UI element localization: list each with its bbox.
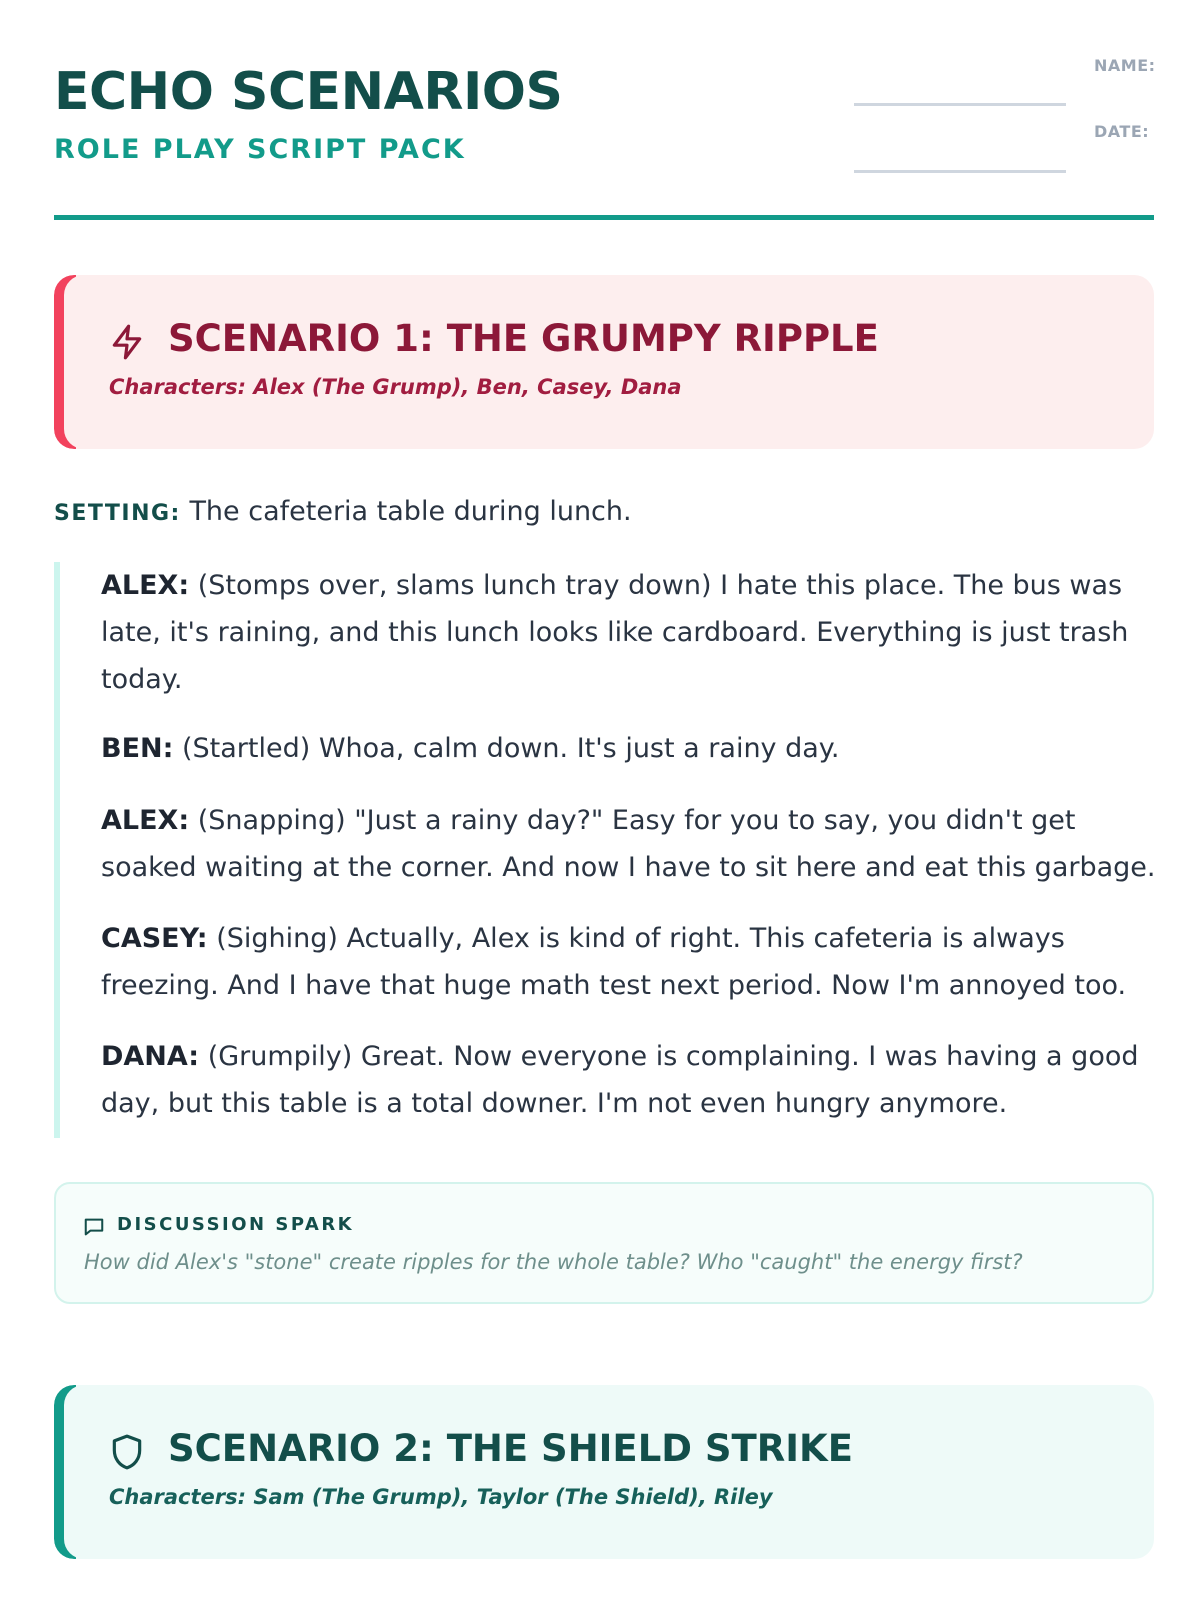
header-divider (54, 215, 1154, 220)
scenario-2-title: SCENARIO 2: THE SHIELD STRIKE (168, 1427, 853, 1470)
dialogue-line (101, 1033, 1159, 1127)
scenario-2-accent-mask (64, 1385, 84, 1559)
date-field-line[interactable] (854, 170, 1066, 173)
name-label: NAME: (1094, 56, 1156, 75)
line-text: (Startled) Whoa, calm down. It's just a rainy day. (173, 733, 840, 764)
worksheet-header (54, 56, 1156, 222)
line-text: (Grumpily) Great. Now everyone is complaining. I was having a good day, but this table is a total downer. I'm not even hungry anymore. (101, 1041, 1139, 1119)
discussion-spark-label: DISCUSSION SPARK (117, 1214, 355, 1235)
speech-bubble-icon (83, 1216, 105, 1238)
scenario-1-title: SCENARIO 1: THE GRUMPY RIPPLE (168, 317, 879, 360)
line-text: (Sighing) Actually, Alex is kind of right. This cafeteria is always freezing. And I have that huge math test next period. Now I'm annoyed too. (101, 923, 1127, 1001)
setting-label: SETTING: (54, 501, 181, 526)
speaker-name: CASEY: (101, 923, 208, 954)
dialogue-line (101, 725, 1159, 772)
dialogue-accent-bar (54, 562, 60, 1138)
speaker-name: ALEX: (101, 570, 190, 601)
name-field-line[interactable] (854, 103, 1066, 106)
dialogue-line (101, 562, 1159, 703)
scenario-1-dialogue (54, 562, 1154, 1140)
speaker-name: DANA: (101, 1041, 200, 1072)
scenario-2-characters: Characters: Sam (The Grump), Taylor (The Shield), Riley (109, 1485, 773, 1509)
setting-text: The cafeteria table during lunch. (180, 496, 632, 527)
speaker-name: ALEX: (101, 805, 190, 836)
discussion-spark-box (54, 1182, 1154, 1304)
scenario-1-header (54, 275, 1154, 449)
scenario-1-characters: Characters: Alex (The Grump), Ben, Casey, Dana (109, 375, 682, 399)
shield-icon (108, 1433, 146, 1471)
line-text: (Stomps over, slams lunch tray down) I hate this place. The bus was late, it's raining, and this lunch looks like cardboard. Everything is just trash today. (101, 570, 1129, 695)
scenario-1-setting (54, 496, 632, 527)
line-text: (Snapping) "Just a rainy day?" Easy for you to say, you didn't get soaked waiting at the corner. And now I have to sit here and eat this garbage. (101, 805, 1156, 883)
page-subtitle: ROLE PLAY SCRIPT PACK (54, 134, 466, 165)
lightning-icon (108, 323, 146, 361)
speaker-name: BEN: (101, 733, 174, 764)
page-title: ECHO SCENARIOS (54, 62, 563, 122)
date-label: DATE: (1094, 122, 1150, 141)
scenario-2-header (54, 1385, 1154, 1559)
scenario-1-accent-mask (64, 275, 84, 449)
discussion-spark-question: How did Alex's "stone" create ripples for the whole table? Who "caught" the energy first? (84, 1250, 1023, 1274)
dialogue-line (101, 797, 1159, 891)
dialogue-line (101, 915, 1159, 1009)
